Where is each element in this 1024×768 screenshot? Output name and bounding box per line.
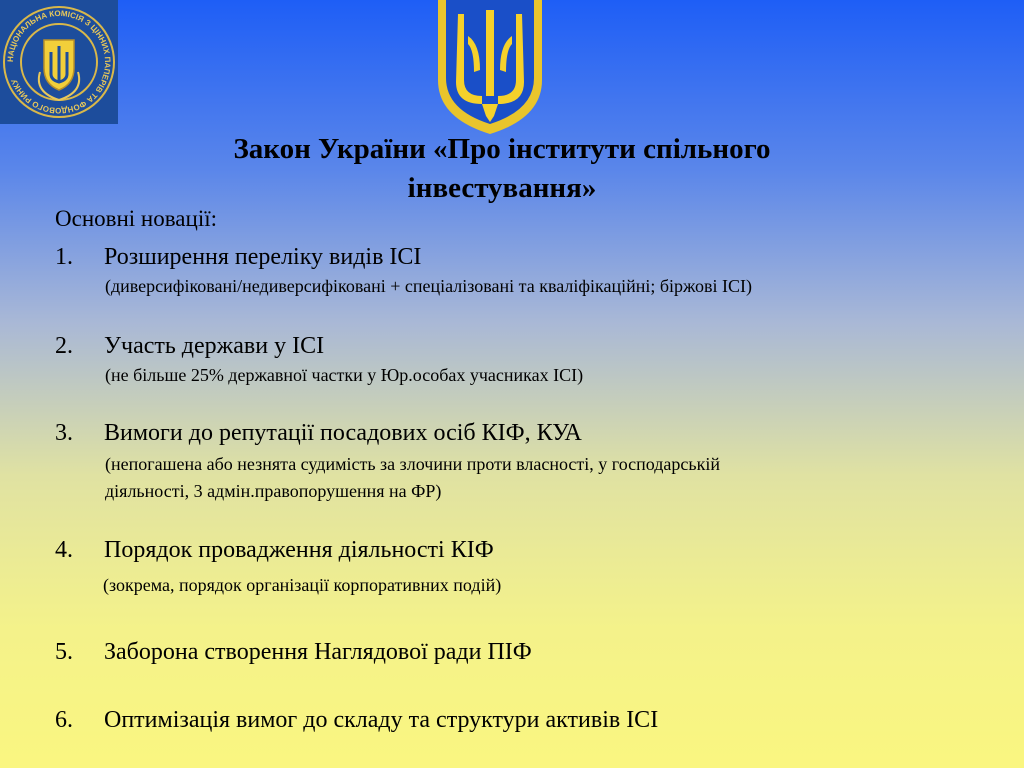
list-item-label: Вимоги до репутації посадових осіб КІФ, КУА (104, 420, 582, 446)
list-item-number: 1. (55, 244, 73, 270)
list-item-number: 6. (55, 707, 73, 733)
list-item-label: Розширення переліку видів ІСІ (104, 244, 422, 270)
list-item-3-detail-line-2: діяльності, 3 адмін.правопорушення на ФР) (105, 481, 442, 501)
list-item-label: Порядок провадження діяльності КІФ (104, 537, 494, 563)
list-item-number: 4. (55, 537, 73, 563)
list-item-label: Участь держави у ІСІ (104, 333, 325, 359)
list-item-2 (55, 331, 324, 361)
list-item-3 (55, 418, 582, 448)
coat-of-arms-icon (434, 0, 546, 135)
list-item-6 (55, 705, 658, 735)
list-item-3-detail-line-1: (непогашена або незнята судимість за злочини проти власності, у господарській (105, 454, 720, 474)
list-item-1-detail: (диверсифіковані/недиверсифіковані + спеціалізовані та кваліфікаційні; біржові ІСІ) (105, 276, 753, 296)
list-item-5 (55, 637, 532, 667)
list-item-4 (55, 535, 494, 565)
list-item-label: Оптимізація вимог до складу та структури активів ІСІ (104, 707, 659, 733)
list-item-1 (55, 242, 421, 272)
slide-title (0, 130, 1004, 208)
list-item-2-detail: (не більше 25% державної частки у Юр.особах учасниках ІСІ) (105, 365, 584, 385)
intro-heading: Основні новації: (55, 206, 217, 231)
list-item-number: 3. (55, 420, 73, 446)
list-item-label: Заборона створення Наглядової ради ПІФ (104, 639, 532, 665)
slide-title-line-1: Закон України «Про інститути спільного (233, 133, 771, 165)
list-item-number: 2. (55, 333, 73, 359)
list-item-4-detail: (зокрема, порядок організації корпоративних подій) (103, 575, 502, 595)
slide-title-line-2: інвестування» (407, 172, 597, 204)
seal-ring-text: НАЦІОНАЛЬНА КОМІСІЯ З ЦІННИХ ПАПЕРІВ ТА ФОНДОВОГО РИНКУ (5, 8, 113, 116)
commission-seal-logo (0, 0, 118, 124)
list-item-number: 5. (55, 639, 73, 665)
